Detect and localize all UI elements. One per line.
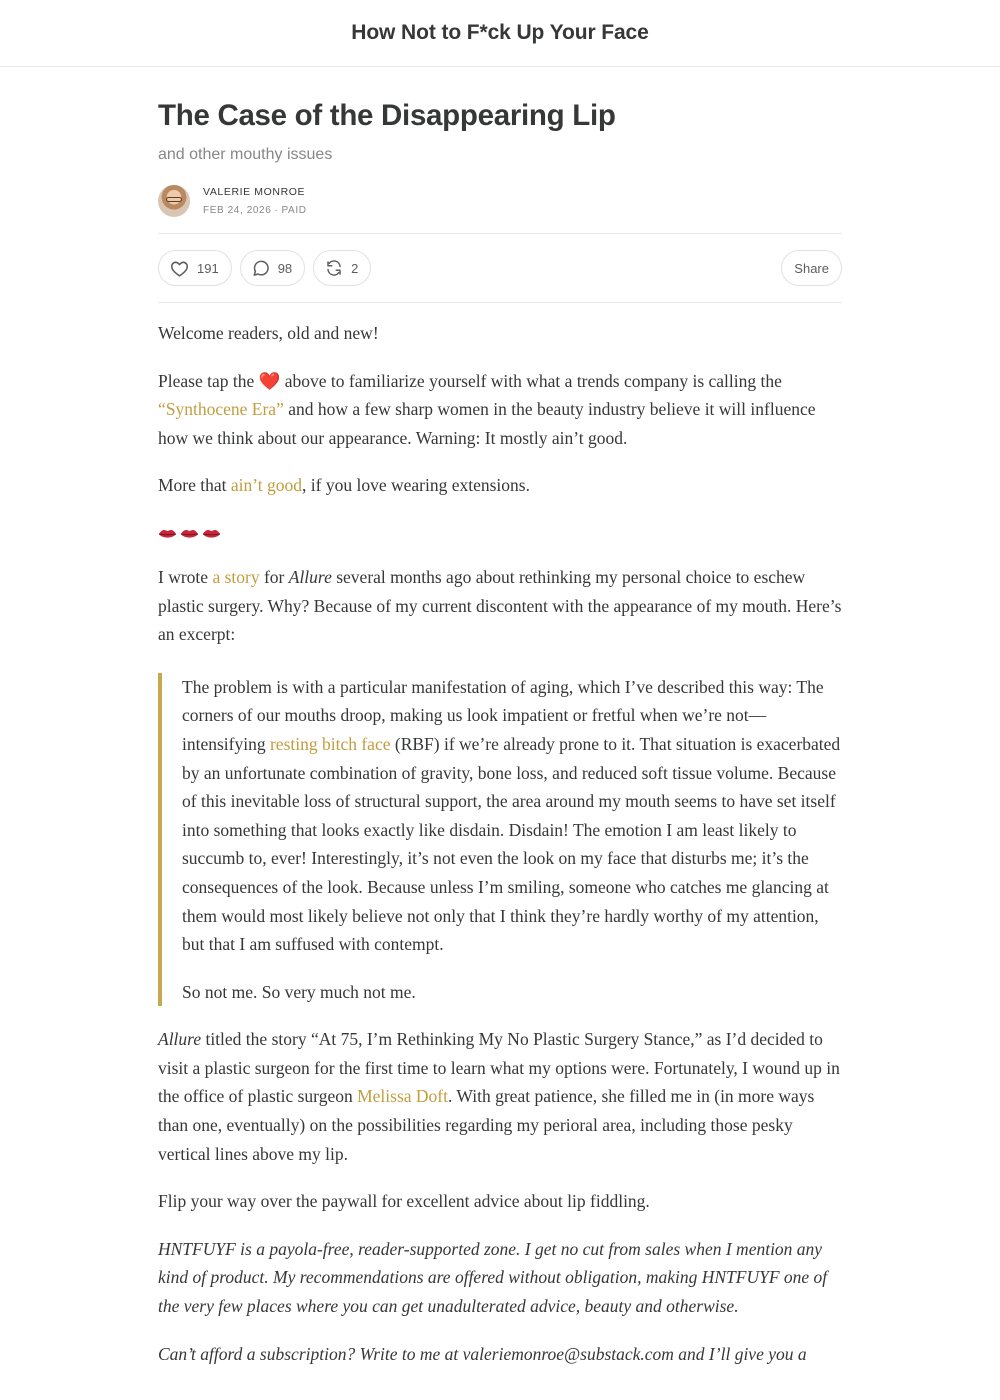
restack-icon bbox=[325, 259, 343, 277]
meta-separator: ∙ bbox=[274, 204, 279, 216]
paragraph-synthocene bbox=[158, 367, 842, 453]
lips-icon bbox=[158, 528, 177, 540]
paragraph-paywall: Flip your way over the paywall for excellent advice about lip fiddling. bbox=[158, 1191, 650, 1212]
a-story-link[interactable]: a story bbox=[212, 566, 260, 587]
share-label: Share bbox=[794, 260, 829, 276]
post-access-badge: PAID bbox=[281, 204, 307, 216]
restack-button[interactable] bbox=[313, 250, 371, 286]
author-avatar[interactable] bbox=[158, 185, 190, 217]
post-subtitle: and other mouthy issues bbox=[158, 146, 333, 163]
paragraph-surgeon bbox=[158, 1025, 842, 1168]
post-title: The Case of the Disappearing Lip bbox=[158, 99, 616, 132]
paragraph-subscription: Can’t afford a subscription? Write to me at valeriemonroe@substack.com and I’ll give you a bbox=[158, 1343, 807, 1364]
paragraph-extensions bbox=[158, 471, 842, 500]
paragraph-welcome: Welcome readers, old and new! bbox=[158, 323, 379, 343]
post-meta bbox=[203, 204, 307, 218]
post-article bbox=[158, 96, 842, 1368]
like-count: 191 bbox=[197, 260, 219, 276]
text: above to familiarize yourself with what a trends company is calling the bbox=[280, 370, 782, 391]
text: I wrote bbox=[158, 566, 213, 587]
text: for bbox=[259, 566, 289, 587]
restack-count: 2 bbox=[351, 260, 359, 276]
publication-header bbox=[0, 0, 1000, 67]
comment-count: 98 bbox=[277, 260, 293, 276]
quote-paragraph: So not me. So very much not me. bbox=[182, 981, 416, 1002]
byline bbox=[158, 183, 842, 219]
allure-italic: Allure bbox=[158, 1029, 202, 1050]
like-button[interactable] bbox=[158, 250, 232, 286]
post-body bbox=[158, 319, 842, 1368]
avatar-glasses bbox=[166, 197, 182, 202]
comment-button[interactable] bbox=[240, 250, 305, 286]
comment-icon bbox=[252, 259, 270, 277]
lips-divider bbox=[158, 524, 842, 544]
text: Please tap the bbox=[158, 370, 259, 391]
quote-paragraph bbox=[182, 673, 842, 959]
text: The problem is with a particular manifestation of aging, which I’ve described this way: The corners of our mouths droop, making us look impatient or fretful when we’re not—intensifying bbox=[182, 676, 824, 754]
text: , if you love wearing extensions. bbox=[302, 475, 530, 496]
paragraph-allure-story bbox=[158, 563, 842, 649]
aint-good-link[interactable]: ain’t good bbox=[230, 475, 303, 496]
lips-icon bbox=[180, 528, 199, 540]
synthocene-era-link[interactable]: “Synthocene Era” bbox=[158, 399, 284, 420]
paragraph-disclosure: HNTFUYF is a payola-free, reader-supported zone. I get no cut from sales when I mention any kind of product. My recommendations are offered without obligation, making HNTFUYF one of the very few places where you can get unadulterated advice, beauty and otherwise. bbox=[158, 1238, 828, 1317]
excerpt-blockquote bbox=[158, 673, 842, 1007]
publication-title-link[interactable]: How Not to F*ck Up Your Face bbox=[351, 21, 649, 44]
allure-italic: Allure bbox=[288, 566, 332, 587]
text: (RBF) if we’re already prone to it. That situation is exacerbated by an unfortunate combination of gravity, bone loss, and reduced soft tissue volume. Because of this inevitable loss of structural support, the area around my mouth seems to have set itself into something that looks exactly like disdain. Disdain! The emotion I am least likely to succumb to, ever! Interestingly, it’s not even the look on my face that disturbs me; it’s the consequences of the look. Because unless I’m smiling, someone who catches me glancing at them would most likely believe not only that I think they’re hardly worthy of my attention, but that I am suffused with contempt. bbox=[182, 733, 841, 955]
melissa-doft-link[interactable]: Melissa Doft bbox=[357, 1086, 448, 1107]
byline-text bbox=[203, 185, 307, 218]
lips-icon bbox=[202, 528, 221, 540]
text: More that bbox=[158, 475, 231, 496]
heart-emoji-icon: ❤️ bbox=[258, 370, 281, 391]
text: and how a few sharp women in the beauty industry believe it will influence how we think about our appearance. Warning: It mostly ain’t good. bbox=[158, 399, 816, 448]
post-actions-bar bbox=[158, 233, 842, 303]
heart-icon bbox=[170, 260, 189, 277]
share-button[interactable] bbox=[781, 250, 842, 286]
author-name-link[interactable]: VALERIE MONROE bbox=[203, 185, 306, 198]
text: . With great patience, she filled me in (in more ways than one, eventually) on the possibilities regarding my perioral area, including those pesky vertical lines above my lip. bbox=[158, 1086, 815, 1164]
resting-bitch-face-link[interactable]: resting bitch face bbox=[269, 733, 391, 754]
post-date: FEB 24, 2026 bbox=[203, 204, 272, 216]
text: several months ago about rethinking my personal choice to eschew plastic surgery. Why? Because of my current discontent with the appearance of my mouth. Here’s an excerpt: bbox=[158, 566, 842, 645]
text: titled the story “At 75, I’m Rethinking My No Plastic Surgery Stance,” as I’d decided to visit a plastic surgeon for the first time to learn what my options were. Fortunately, I wound up in the office of plastic surgeon bbox=[158, 1029, 840, 1107]
